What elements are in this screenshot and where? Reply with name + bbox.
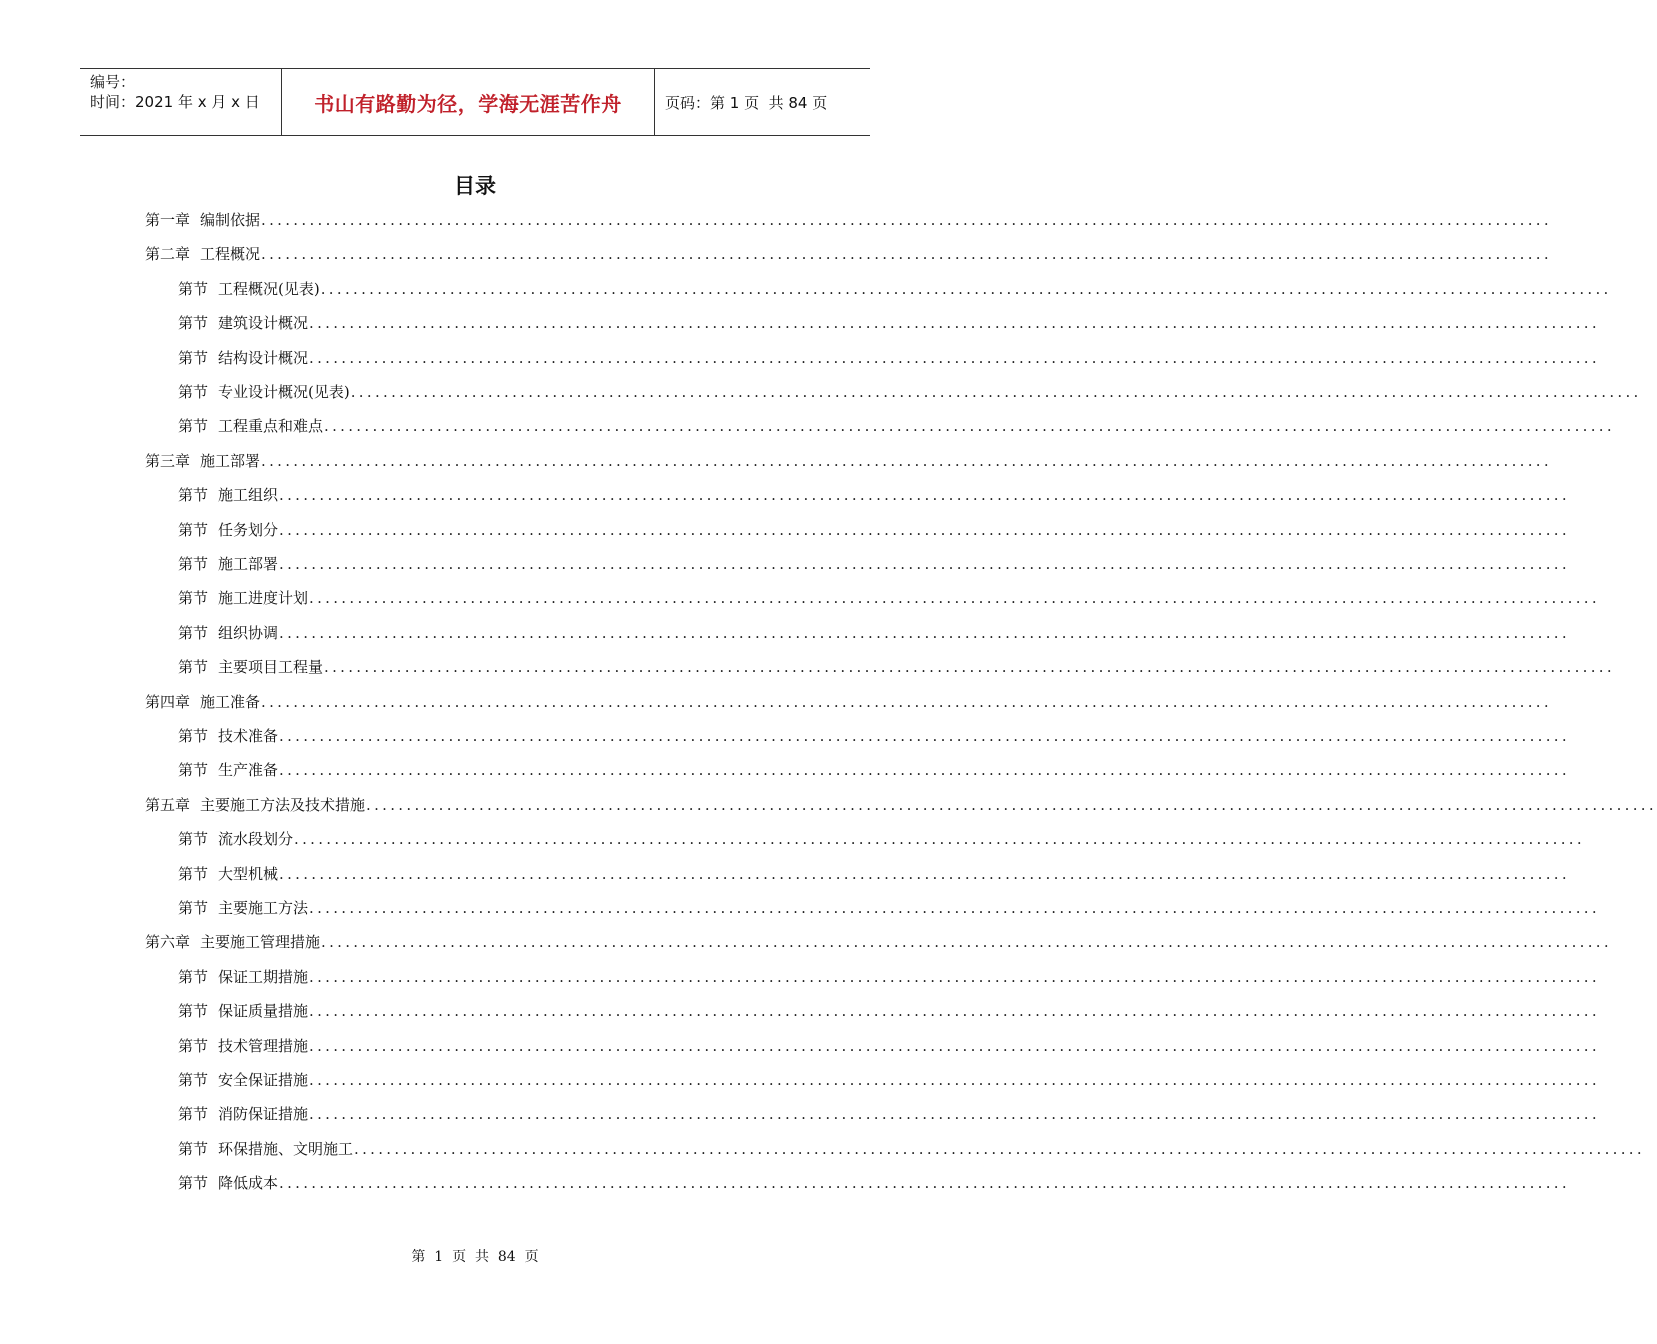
- document-number-label: 编号：: [90, 73, 136, 91]
- toc-section-entry[interactable]: [178, 380, 1642, 404]
- toc-section-entry[interactable]: [178, 621, 1570, 645]
- toc-section-entry[interactable]: [178, 483, 1570, 507]
- toc-entry-prefix: 第节: [178, 727, 209, 745]
- toc-entry-prefix: 第节: [178, 1139, 209, 1158]
- toc-section-entry[interactable]: [178, 1034, 1600, 1058]
- toc-section-entry[interactable]: [178, 346, 1600, 370]
- document-time-label: 时间：2021 年 x 月 x 日: [90, 93, 260, 111]
- toc-entry-title: 建筑设计概况: [218, 314, 309, 333]
- toc-dot-leader: ................................................................................................................................................................: [279, 864, 1570, 883]
- toc-section-entry[interactable]: [178, 758, 1570, 782]
- toc-section-entry[interactable]: [178, 965, 1600, 989]
- toc-dot-leader: ................................................................................................................................................................: [294, 830, 1585, 849]
- toc-entry-prefix: 第六章: [145, 933, 191, 952]
- toc-entry-title: 组织协调: [218, 623, 279, 642]
- toc-section-entry[interactable]: [178, 277, 1612, 301]
- toc-entry-prefix: 第节: [178, 486, 209, 505]
- toc-entry-prefix: 第节: [178, 555, 209, 573]
- toc-chapter-entry[interactable]: [145, 793, 1657, 817]
- toc-entry-title: 施工进度计划: [218, 589, 309, 608]
- page-header: [80, 68, 870, 136]
- toc-entry-prefix: 第节: [178, 1174, 209, 1193]
- toc-entry-prefix: 第二章: [145, 245, 191, 264]
- toc-dot-leader: ................................................................................................................................................................: [320, 279, 1612, 298]
- toc-section-entry[interactable]: [178, 724, 1570, 748]
- toc-section-entry[interactable]: [178, 896, 1600, 920]
- toc-chapter-entry[interactable]: [145, 690, 1552, 714]
- toc-entry-prefix: 第五章: [145, 795, 191, 814]
- toc-dot-leader: ................................................................................................................................................................: [321, 933, 1612, 952]
- toc-entry-prefix: 第节: [178, 520, 209, 539]
- page-footer: 第 1 页 共 84 页: [411, 1249, 539, 1265]
- toc-section-entry[interactable]: [178, 1102, 1600, 1126]
- toc-entry-title: 主要施工管理措施: [200, 933, 321, 952]
- toc-chapter-entry[interactable]: [145, 208, 1552, 232]
- toc-dot-leader: ................................................................................................................................................................: [279, 1174, 1570, 1193]
- toc-entry-title: 主要项目工程量: [218, 658, 324, 677]
- toc-chapter-entry[interactable]: [145, 242, 1552, 266]
- toc-dot-leader: ................................................................................................................................................................: [279, 555, 1570, 573]
- toc-entry-prefix: 第节: [178, 279, 209, 298]
- toc-entry-title: 编制依据: [200, 211, 261, 229]
- toc-dot-leader: ................................................................................................................................................................: [279, 486, 1570, 505]
- toc-entry-prefix: 第一章: [145, 211, 191, 229]
- toc-dot-leader: ................................................................................................................................................................: [261, 245, 1552, 264]
- toc-entry-title: 专业设计概况(见表): [218, 383, 350, 401]
- header-meta: [80, 69, 282, 135]
- toc-entry-prefix: 第节: [178, 761, 209, 780]
- toc-entry-title: 保证质量措施: [218, 1002, 309, 1021]
- toc-entry-title: 技术准备: [218, 727, 279, 745]
- toc-dot-leader: ................................................................................................................................................................: [309, 314, 1600, 333]
- toc-entry-title: 施工组织: [218, 486, 279, 505]
- toc-section-entry[interactable]: [178, 862, 1570, 886]
- toc-dot-leader: ................................................................................................................................................................: [279, 520, 1570, 539]
- toc-dot-leader: ................................................................................................................................................................: [279, 623, 1570, 642]
- toc-dot-leader: ................................................................................................................................................................: [354, 1139, 1645, 1158]
- toc-entry-prefix: 第节: [178, 830, 209, 849]
- toc-section-entry[interactable]: [178, 1068, 1600, 1092]
- toc-section-entry[interactable]: [178, 1137, 1645, 1161]
- toc-dot-leader: ................................................................................................................................................................: [279, 761, 1570, 780]
- toc-section-entry[interactable]: [178, 1171, 1570, 1195]
- toc-section-entry[interactable]: [178, 999, 1600, 1023]
- toc-entry-prefix: 第节: [178, 623, 209, 642]
- toc-dot-leader: ................................................................................................................................................................: [309, 589, 1600, 608]
- toc-entry-prefix: 第节: [178, 658, 209, 677]
- toc-entry-title: 施工部署: [218, 555, 279, 573]
- toc-entry-title: 消防保证措施: [218, 1105, 309, 1124]
- toc-entry-title: 工程概况: [200, 245, 261, 264]
- toc-dot-leader: ................................................................................................................................................................: [309, 1105, 1600, 1124]
- toc-dot-leader: ................................................................................................................................................................: [309, 899, 1600, 917]
- toc-entry-title: 环保措施、文明施工: [218, 1139, 354, 1158]
- toc-entry-prefix: 第节: [178, 417, 209, 436]
- toc-dot-leader: ................................................................................................................................................................: [261, 211, 1552, 229]
- toc-entry-title: 降低成本: [218, 1174, 279, 1193]
- toc-entry-prefix: 第节: [178, 1036, 209, 1055]
- toc-dot-leader: ................................................................................................................................................................: [350, 383, 1642, 401]
- toc-entry-title: 工程重点和难点: [218, 417, 324, 436]
- header-motto: 书山有路勤为径，学海无涯苦作舟: [282, 69, 655, 135]
- toc-dot-leader: ................................................................................................................................................................: [309, 348, 1600, 367]
- toc-section-entry[interactable]: [178, 827, 1585, 851]
- toc-dot-leader: ................................................................................................................................................................: [309, 1071, 1600, 1089]
- toc-entry-prefix: 第节: [178, 383, 209, 401]
- toc-section-entry[interactable]: [178, 414, 1615, 438]
- toc-entry-prefix: 第节: [178, 1105, 209, 1124]
- toc-entry-prefix: 第节: [178, 314, 209, 333]
- toc-entry-title: 技术管理措施: [218, 1036, 309, 1055]
- toc-entry-prefix: 第节: [178, 348, 209, 367]
- toc-chapter-entry[interactable]: [145, 930, 1612, 954]
- toc-section-entry[interactable]: [178, 655, 1615, 679]
- toc-entry-prefix: 第节: [178, 589, 209, 608]
- toc-entry-title: 保证工期措施: [218, 967, 309, 986]
- toc-entry-title: 结构设计概况: [218, 348, 309, 367]
- toc-entry-title: 施工部署: [200, 451, 261, 470]
- toc-entry-title: 工程概况(见表): [218, 279, 320, 298]
- toc-entry-prefix: 第节: [178, 899, 209, 917]
- toc-dot-leader: ................................................................................................................................................................: [366, 795, 1657, 814]
- toc-dot-leader: ................................................................................................................................................................: [324, 658, 1615, 677]
- toc-section-entry[interactable]: [178, 552, 1570, 576]
- toc-entry-title: 安全保证措施: [218, 1071, 309, 1089]
- toc-entry-title: 任务划分: [218, 520, 279, 539]
- toc-section-entry[interactable]: [178, 518, 1570, 542]
- toc-title: 目录: [454, 174, 496, 198]
- toc-entry-prefix: 第三章: [145, 451, 191, 470]
- toc-dot-leader: ................................................................................................................................................................: [261, 451, 1552, 470]
- header-page-info: 页码：第 1 页 共 84 页: [665, 93, 828, 112]
- toc-dot-leader: ................................................................................................................................................................: [309, 967, 1600, 986]
- toc-entry-prefix: 第四章: [145, 692, 191, 711]
- toc-dot-leader: ................................................................................................................................................................: [309, 1002, 1600, 1021]
- toc-entry-title: 大型机械: [218, 864, 279, 883]
- toc-entry-prefix: 第节: [178, 864, 209, 883]
- toc-entry-prefix: 第节: [178, 967, 209, 986]
- toc-entry-title: 主要施工方法: [218, 899, 309, 917]
- toc-dot-leader: ................................................................................................................................................................: [309, 1036, 1600, 1055]
- toc-entry-title: 流水段划分: [218, 830, 294, 849]
- toc-entry-title: 生产准备: [218, 761, 279, 780]
- toc-entry-prefix: 第节: [178, 1002, 209, 1021]
- toc-entry-title: 施工准备: [200, 692, 261, 711]
- toc-chapter-entry[interactable]: [145, 449, 1552, 473]
- toc-section-entry[interactable]: [178, 311, 1600, 335]
- toc-entry-prefix: 第节: [178, 1071, 209, 1089]
- toc-dot-leader: ................................................................................................................................................................: [279, 727, 1570, 745]
- toc-entry-title: 主要施工方法及技术措施: [200, 795, 366, 814]
- toc-section-entry[interactable]: [178, 586, 1600, 610]
- toc-dot-leader: ................................................................................................................................................................: [261, 692, 1552, 711]
- toc-dot-leader: ................................................................................................................................................................: [324, 417, 1615, 436]
